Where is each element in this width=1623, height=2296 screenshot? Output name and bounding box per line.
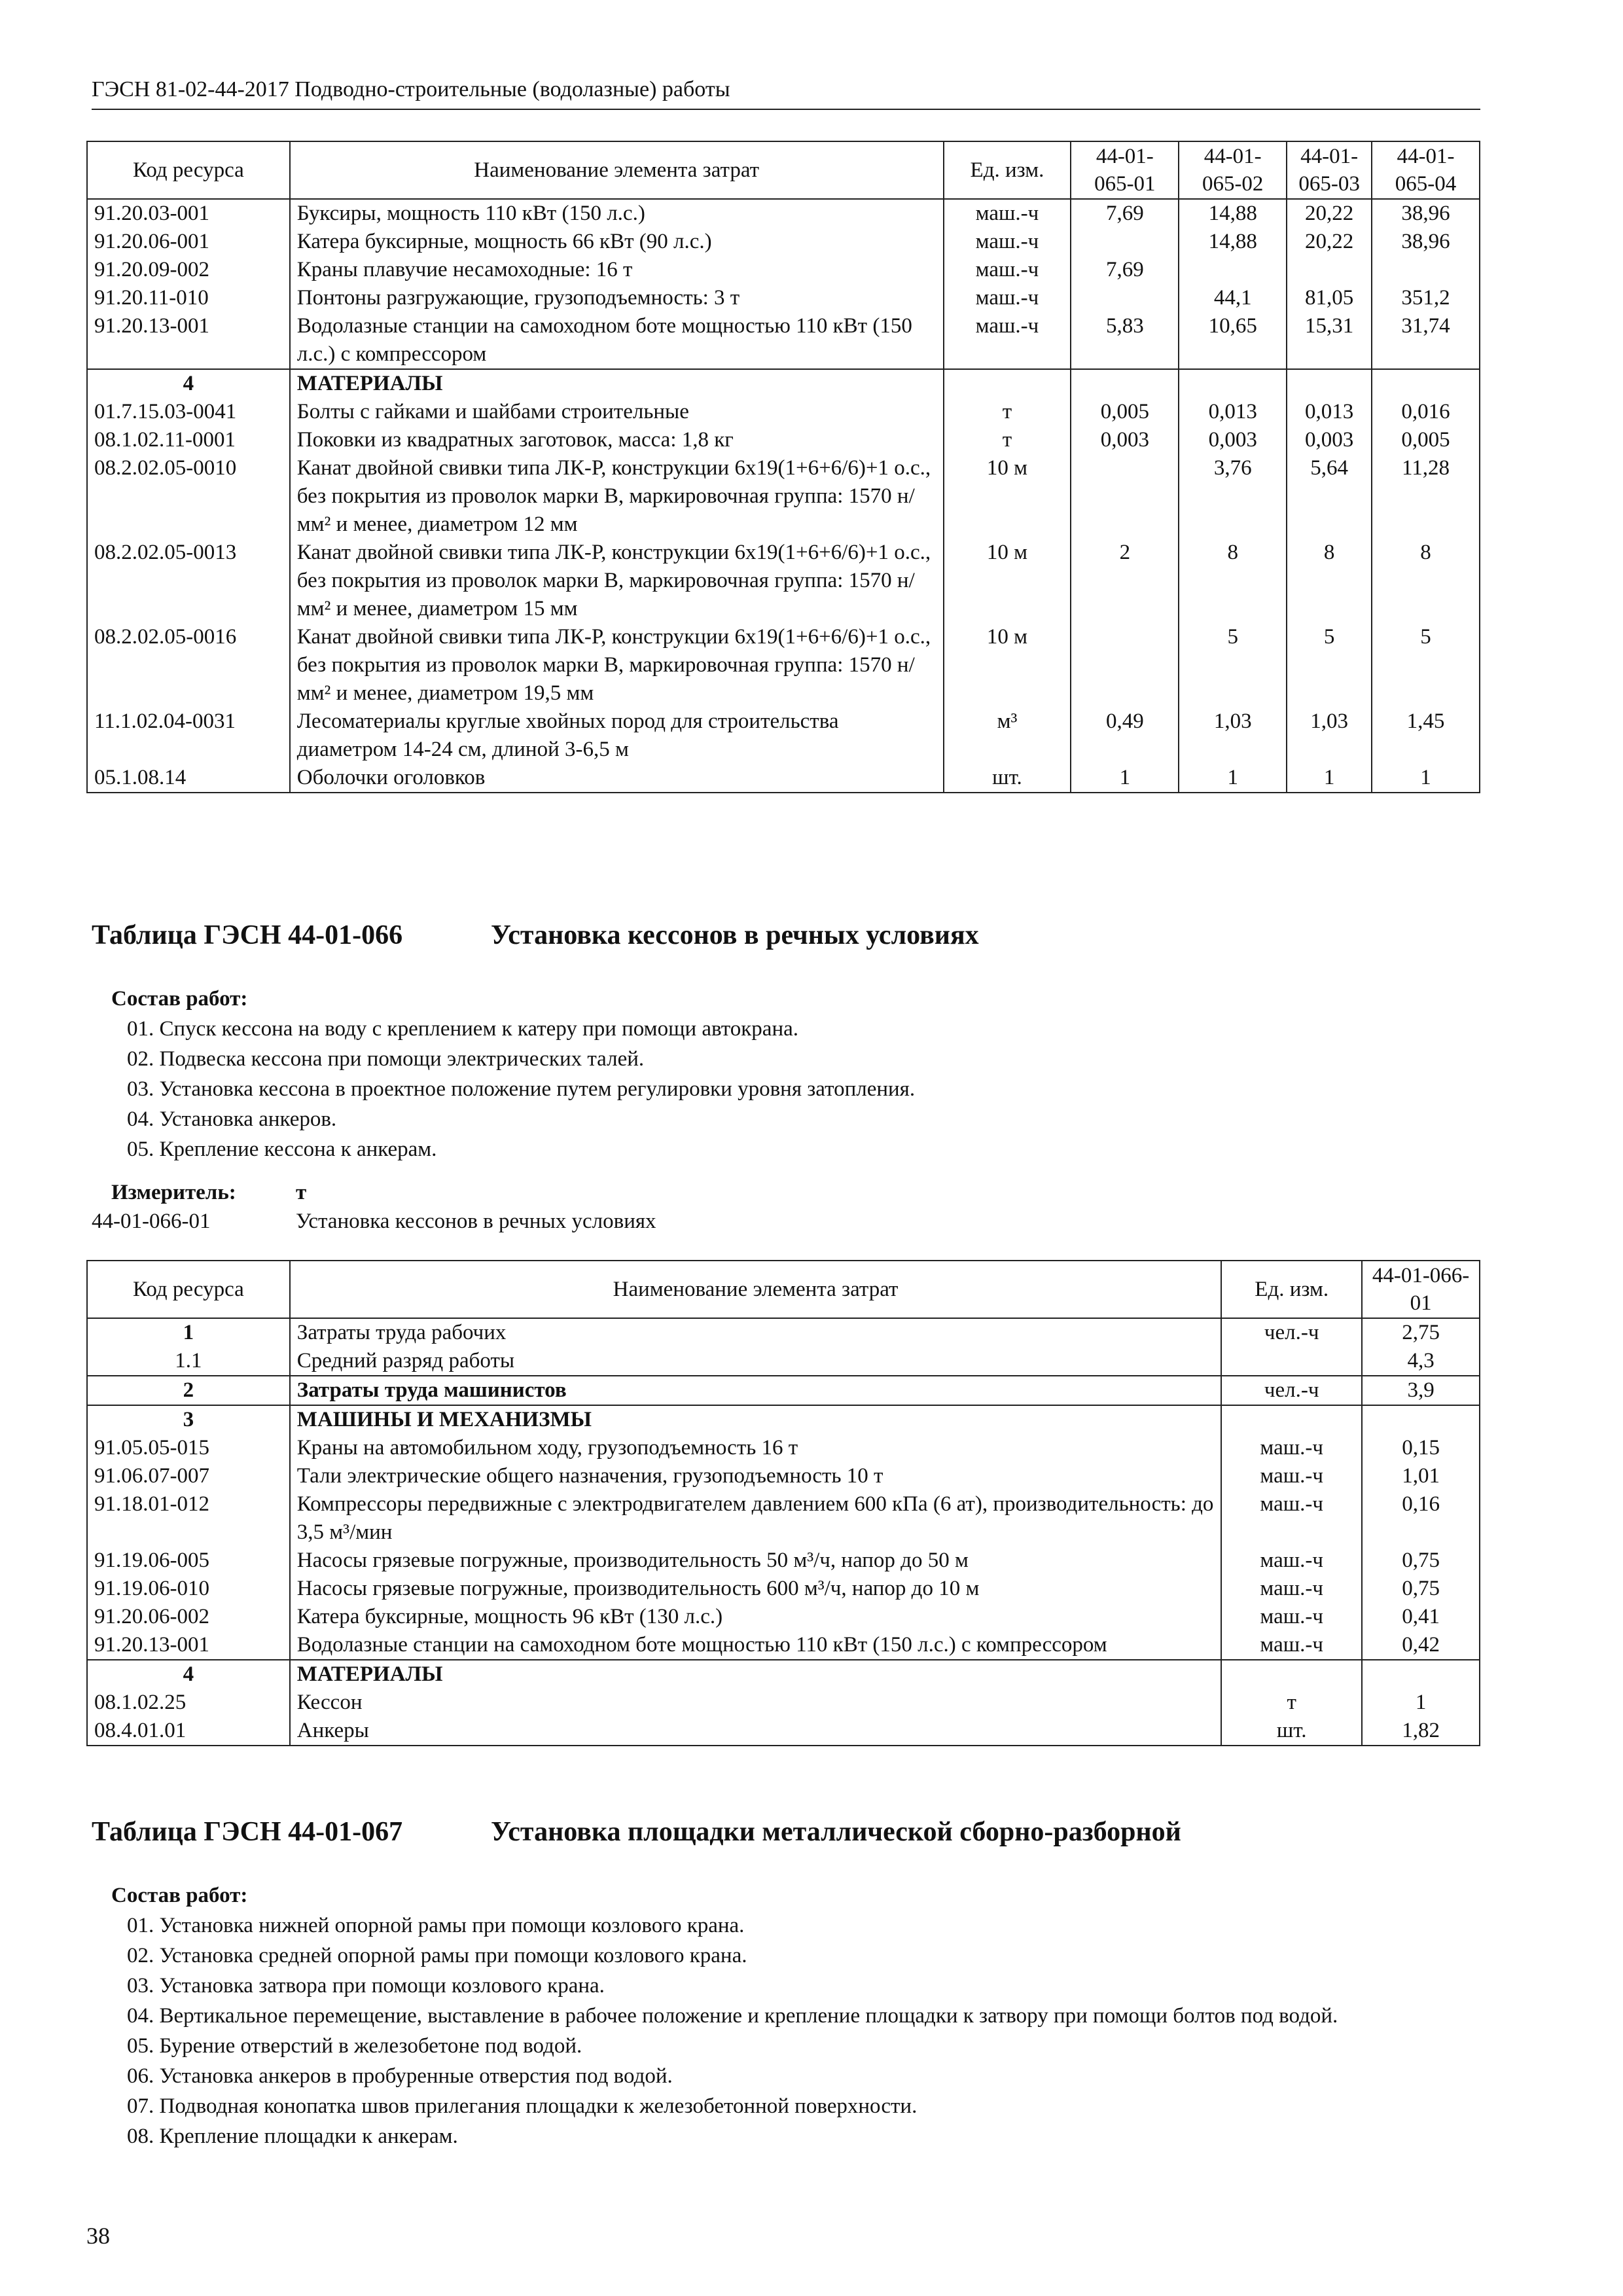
page-number: 38 xyxy=(86,2223,110,2249)
resource-code: 91.19.06-010 xyxy=(87,1575,290,1603)
norm-value xyxy=(1362,1405,1480,1434)
resource-name: Буксиры, мощность 110 кВт (150 л.с.) xyxy=(290,199,944,228)
norm-value: 5 xyxy=(1179,623,1287,708)
table-row xyxy=(87,199,1480,228)
resource-name: Водолазные станции на самоходном боте мощностью 110 кВт (150 л.с.) с компрессором xyxy=(290,1631,1221,1660)
resource-code: 91.06.07-007 xyxy=(87,1462,290,1490)
work-item: 01. Спуск кессона на воду с креплением к катеру при помощи автокрана. xyxy=(127,1017,799,1041)
norm-value: 0,016 xyxy=(1372,398,1480,426)
norm-value: 5 xyxy=(1287,623,1372,708)
resource-name: Болты с гайками и шайбами строительные xyxy=(290,398,944,426)
table-row xyxy=(87,1318,1480,1347)
table-row xyxy=(87,454,1480,539)
table-number: Таблица ГЭСН 44-01-067 xyxy=(92,1817,403,1847)
unit: маш.-ч xyxy=(1221,1462,1362,1490)
table-row xyxy=(87,312,1480,369)
norm-value: 1 xyxy=(1179,764,1287,793)
norm-value: 5,83 xyxy=(1071,312,1179,369)
norm-value: 1 xyxy=(1071,764,1179,793)
resource-name: Насосы грязевые погружные, производительность 50 м³/ч, напор до 50 м xyxy=(290,1547,1221,1575)
resource-name: Оболочки оголовков xyxy=(290,764,944,793)
resource-code: 91.18.01-012 xyxy=(87,1490,290,1547)
resource-name: МАТЕРИАЛЫ xyxy=(290,1660,1221,1689)
resource-name: Насосы грязевые погружные, производительность 600 м³/ч, напор до 10 м xyxy=(290,1575,1221,1603)
unit: шт. xyxy=(944,764,1071,793)
norm-value xyxy=(1372,256,1480,284)
resource-code: 91.05.05-015 xyxy=(87,1434,290,1462)
table-row xyxy=(87,1631,1480,1660)
table-title: Установка площадки металлической сборно-разборной xyxy=(491,1817,1181,1847)
norm-value: 38,96 xyxy=(1372,199,1480,228)
norm-value: 31,74 xyxy=(1372,312,1480,369)
norm-value: 14,88 xyxy=(1179,228,1287,256)
meter-value: т xyxy=(296,1181,307,1204)
norm-value xyxy=(1372,369,1480,398)
unit: 10 м xyxy=(944,623,1071,708)
table-row xyxy=(87,1547,1480,1575)
resource-code: 08.1.02.25 xyxy=(87,1689,290,1717)
resource-code: 3 xyxy=(87,1405,290,1434)
resource-code: 91.19.06-005 xyxy=(87,1547,290,1575)
resource-code: 91.20.13-001 xyxy=(87,312,290,369)
work-item: 05. Бурение отверстий в железобетоне под водой. xyxy=(127,2034,582,2058)
work-item: 02. Установка средней опорной рамы при помощи козлового крана. xyxy=(127,1944,747,1967)
work-item: 01. Установка нижней опорной рамы при помощи козлового крана. xyxy=(127,1914,745,1937)
works-list-067 xyxy=(111,1880,1472,2151)
norm-value: 38,96 xyxy=(1372,228,1480,256)
unit: маш.-ч xyxy=(1221,1490,1362,1547)
unit: чел.-ч xyxy=(1221,1318,1362,1347)
col-header-norm: 44-01-065-01 xyxy=(1071,141,1179,199)
unit: маш.-ч xyxy=(1221,1575,1362,1603)
table-row xyxy=(87,1603,1480,1631)
norm-value: 0,005 xyxy=(1372,426,1480,454)
norm-value: 5,64 xyxy=(1287,454,1372,539)
table-row xyxy=(87,398,1480,426)
work-item: 02. Подвеска кессона при помощи электрических талей. xyxy=(127,1047,645,1071)
norm-value: 7,69 xyxy=(1071,199,1179,228)
running-header: ГЭСН 81-02-44-2017 Подводно-строительные (водолазные) работы xyxy=(92,77,730,101)
work-item: 08. Крепление площадки к анкерам. xyxy=(127,2125,458,2148)
norm-value: 0,013 xyxy=(1287,398,1372,426)
resource-code: 08.4.01.01 xyxy=(87,1717,290,1746)
resource-name: Тали электрические общего назначения, грузоподъемность 10 т xyxy=(290,1462,1221,1490)
table-row xyxy=(87,764,1480,793)
norm-value: 15,31 xyxy=(1287,312,1372,369)
resource-code: 4 xyxy=(87,1660,290,1689)
resource-name: МАШИНЫ И МЕХАНИЗМЫ xyxy=(290,1405,1221,1434)
norm-value: 20,22 xyxy=(1287,228,1372,256)
norm-value: 5 xyxy=(1372,623,1480,708)
unit: маш.-ч xyxy=(1221,1603,1362,1631)
unit: чел.-ч xyxy=(1221,1376,1362,1405)
table-row xyxy=(87,1347,1480,1376)
resource-name: Затраты труда рабочих xyxy=(290,1318,1221,1347)
norm-value: 1,03 xyxy=(1287,708,1372,764)
works-label: Состав работ: xyxy=(111,1884,248,1907)
table-row xyxy=(87,1689,1480,1717)
norm-name: Установка кессонов в речных условиях xyxy=(296,1210,656,1233)
unit: м³ xyxy=(944,708,1071,764)
norm-code: 44-01-066-01 xyxy=(92,1210,211,1233)
norm-value xyxy=(1287,256,1372,284)
unit: маш.-ч xyxy=(1221,1631,1362,1660)
norm-value: 44,1 xyxy=(1179,284,1287,312)
resource-name: МАТЕРИАЛЫ xyxy=(290,369,944,398)
resource-name: Компрессоры передвижные с электродвигателем давлением 600 кПа (6 ат), производительность: до 3,5 м³/мин xyxy=(290,1490,1221,1547)
col-header-norm: 44-01-065-04 xyxy=(1372,141,1480,199)
table-header-row xyxy=(87,1261,1480,1318)
col-header-norm: 44-01-065-03 xyxy=(1287,141,1372,199)
norm-value xyxy=(1071,369,1179,398)
norm-value: 0,49 xyxy=(1071,708,1179,764)
table-row xyxy=(87,1490,1480,1547)
resource-code: 05.1.08.14 xyxy=(87,764,290,793)
resource-table-065 xyxy=(86,141,1480,793)
resource-code: 08.2.02.05-0016 xyxy=(87,623,290,708)
work-item: 04. Установка анкеров. xyxy=(127,1107,337,1131)
table-header-row xyxy=(87,141,1480,199)
works-label: Состав работ: xyxy=(111,987,248,1011)
resource-code: 08.2.02.05-0013 xyxy=(87,539,290,623)
norm-value: 8 xyxy=(1372,539,1480,623)
unit: маш.-ч xyxy=(944,228,1071,256)
resource-table-066 xyxy=(86,1260,1480,1746)
col-header-unit: Ед. изм. xyxy=(944,141,1071,199)
norm-value: 4,3 xyxy=(1362,1347,1480,1376)
norm-value: 0,15 xyxy=(1362,1434,1480,1462)
table-row xyxy=(87,1575,1480,1603)
table-row xyxy=(87,256,1480,284)
norm-value xyxy=(1287,369,1372,398)
header-rule xyxy=(92,109,1480,110)
norm-value: 0,75 xyxy=(1362,1547,1480,1575)
resource-code: 08.2.02.05-0010 xyxy=(87,454,290,539)
norm-value: 20,22 xyxy=(1287,199,1372,228)
unit xyxy=(1221,1405,1362,1434)
resource-code: 91.20.11-010 xyxy=(87,284,290,312)
resource-code: 91.20.06-002 xyxy=(87,1603,290,1631)
resource-name: Краны плавучие несамоходные: 16 т xyxy=(290,256,944,284)
table-row xyxy=(87,623,1480,708)
col-header-norm: 44-01-065-02 xyxy=(1179,141,1287,199)
norm-value: 7,69 xyxy=(1071,256,1179,284)
unit: 10 м xyxy=(944,454,1071,539)
resource-name: Катера буксирные, мощность 96 кВт (130 л.с.) xyxy=(290,1603,1221,1631)
table-row xyxy=(87,228,1480,256)
section-title-067 xyxy=(92,1816,1181,1848)
table-row xyxy=(87,708,1480,764)
norm-value: 11,28 xyxy=(1372,454,1480,539)
section-row xyxy=(87,1660,1480,1689)
resource-name: Средний разряд работы xyxy=(290,1347,1221,1376)
resource-name: Лесоматериалы круглые хвойных пород для строительства диаметром 14-24 см, длиной 3-6,5 м xyxy=(290,708,944,764)
norm-value: 0,003 xyxy=(1287,426,1372,454)
table-row xyxy=(87,539,1480,623)
unit: шт. xyxy=(1221,1717,1362,1746)
resource-code: 91.20.13-001 xyxy=(87,1631,290,1660)
table-row xyxy=(87,1462,1480,1490)
norm-value: 0,003 xyxy=(1179,426,1287,454)
resource-name: Канат двойной свивки типа ЛК-Р, конструкции 6х19(1+6+6/6)+1 о.с., без покрытия из проволок марки В, маркировочная группа: 1570 н/мм² и менее, диаметром 12 мм xyxy=(290,454,944,539)
work-item: 05. Крепление кессона к анкерам. xyxy=(127,1138,437,1161)
norm-value: 81,05 xyxy=(1287,284,1372,312)
resource-name: Катера буксирные, мощность 66 кВт (90 л.с.) xyxy=(290,228,944,256)
norm-value: 1,01 xyxy=(1362,1462,1480,1490)
resource-code: 4 xyxy=(87,369,290,398)
meter-label: Измеритель: xyxy=(111,1181,236,1204)
unit: маш.-ч xyxy=(944,199,1071,228)
norm-value: 1 xyxy=(1362,1689,1480,1717)
norm-value: 2,75 xyxy=(1362,1318,1480,1347)
table-row xyxy=(87,426,1480,454)
resource-code: 1 xyxy=(87,1318,290,1347)
norm-value: 8 xyxy=(1287,539,1372,623)
table-title: Установка кессонов в речных условиях xyxy=(491,920,979,950)
unit xyxy=(1221,1347,1362,1376)
unit: т xyxy=(944,398,1071,426)
resource-name: Водолазные станции на самоходном боте мощностью 110 кВт (150 л.с.) с компрессором xyxy=(290,312,944,369)
norm-value xyxy=(1071,228,1179,256)
unit: маш.-ч xyxy=(944,312,1071,369)
works-list-066 xyxy=(111,984,915,1164)
norm-value xyxy=(1179,256,1287,284)
unit: маш.-ч xyxy=(1221,1547,1362,1575)
norm-value xyxy=(1179,369,1287,398)
norm-value: 0,41 xyxy=(1362,1603,1480,1631)
work-item: 04. Вертикальное перемещение, выставление в рабочее положение и крепление площадки к затвору при помощи болтов под водой. xyxy=(127,2004,1338,2028)
norm-value: 8 xyxy=(1179,539,1287,623)
resource-name: Краны на автомобильном ходу, грузоподъемность 16 т xyxy=(290,1434,1221,1462)
norm-value: 10,65 xyxy=(1179,312,1287,369)
norm-value: 1,82 xyxy=(1362,1717,1480,1746)
norm-value: 0,16 xyxy=(1362,1490,1480,1547)
norm-value: 3,76 xyxy=(1179,454,1287,539)
resource-code: 2 xyxy=(87,1376,290,1405)
resource-code: 1.1 xyxy=(87,1347,290,1376)
norm-value: 1,03 xyxy=(1179,708,1287,764)
norm-value xyxy=(1071,284,1179,312)
work-item: 07. Подводная конопатка швов прилегания площадки к железобетонной поверхности. xyxy=(127,2094,918,2118)
resource-name: Поковки из квадратных заготовок, масса: 1,8 кг xyxy=(290,426,944,454)
norm-value xyxy=(1071,454,1179,539)
work-item: 03. Установка затвора при помощи козлового крана. xyxy=(127,1974,605,1998)
table-number: Таблица ГЭСН 44-01-066 xyxy=(92,920,403,950)
norm-value: 14,88 xyxy=(1179,199,1287,228)
col-header-name: Наименование элемента затрат xyxy=(290,1261,1221,1318)
col-header-code: Код ресурса xyxy=(87,141,290,199)
resource-code: 01.7.15.03-0041 xyxy=(87,398,290,426)
table-row xyxy=(87,1717,1480,1746)
unit: маш.-ч xyxy=(1221,1434,1362,1462)
norm-value: 0,42 xyxy=(1362,1631,1480,1660)
col-header-code: Код ресурса xyxy=(87,1261,290,1318)
resource-code: 11.1.02.04-0031 xyxy=(87,708,290,764)
resource-name: Кессон xyxy=(290,1689,1221,1717)
table-row xyxy=(87,284,1480,312)
norm-value: 351,2 xyxy=(1372,284,1480,312)
unit xyxy=(1221,1660,1362,1689)
unit: маш.-ч xyxy=(944,256,1071,284)
meter-block xyxy=(92,1178,656,1236)
col-header-name: Наименование элемента затрат xyxy=(290,141,944,199)
norm-value xyxy=(1362,1660,1480,1689)
norm-value: 1 xyxy=(1287,764,1372,793)
resource-name: Канат двойной свивки типа ЛК-Р, конструкции 6х19(1+6+6/6)+1 о.с., без покрытия из проволок марки В, маркировочная группа: 1570 н/мм² и менее, диаметром 15 мм xyxy=(290,539,944,623)
resource-code: 91.20.06-001 xyxy=(87,228,290,256)
unit: 10 м xyxy=(944,539,1071,623)
resource-name: Анкеры xyxy=(290,1717,1221,1746)
work-item: 06. Установка анкеров в пробуренные отверстия под водой. xyxy=(127,2064,673,2088)
norm-value: 2 xyxy=(1071,539,1179,623)
section-title-066 xyxy=(92,920,979,951)
unit: т xyxy=(1221,1689,1362,1717)
unit: маш.-ч xyxy=(944,284,1071,312)
norm-value: 0,75 xyxy=(1362,1575,1480,1603)
norm-value: 0,013 xyxy=(1179,398,1287,426)
unit xyxy=(944,369,1071,398)
table-row xyxy=(87,1376,1480,1405)
col-header-norm: 44-01-066-01 xyxy=(1362,1261,1480,1318)
resource-code: 08.1.02.11-0001 xyxy=(87,426,290,454)
resource-code: 91.20.03-001 xyxy=(87,199,290,228)
norm-value: 1,45 xyxy=(1372,708,1480,764)
section-row xyxy=(87,369,1480,398)
table-row xyxy=(87,1434,1480,1462)
resource-code: 91.20.09-002 xyxy=(87,256,290,284)
resource-name: Затраты труда машинистов xyxy=(290,1376,1221,1405)
resource-name: Понтоны разгружающие, грузоподъемность: 3 т xyxy=(290,284,944,312)
norm-value: 3,9 xyxy=(1362,1376,1480,1405)
resource-name: Канат двойной свивки типа ЛК-Р, конструкции 6х19(1+6+6/6)+1 о.с., без покрытия из проволок марки В, маркировочная группа: 1570 н/мм² и менее, диаметром 19,5 мм xyxy=(290,623,944,708)
work-item: 03. Установка кессона в проектное положение путем регулировки уровня затопления. xyxy=(127,1077,916,1101)
norm-value: 0,005 xyxy=(1071,398,1179,426)
norm-value xyxy=(1071,623,1179,708)
section-row xyxy=(87,1405,1480,1434)
norm-value: 0,003 xyxy=(1071,426,1179,454)
norm-value: 1 xyxy=(1372,764,1480,793)
unit: т xyxy=(944,426,1071,454)
col-header-unit: Ед. изм. xyxy=(1221,1261,1362,1318)
